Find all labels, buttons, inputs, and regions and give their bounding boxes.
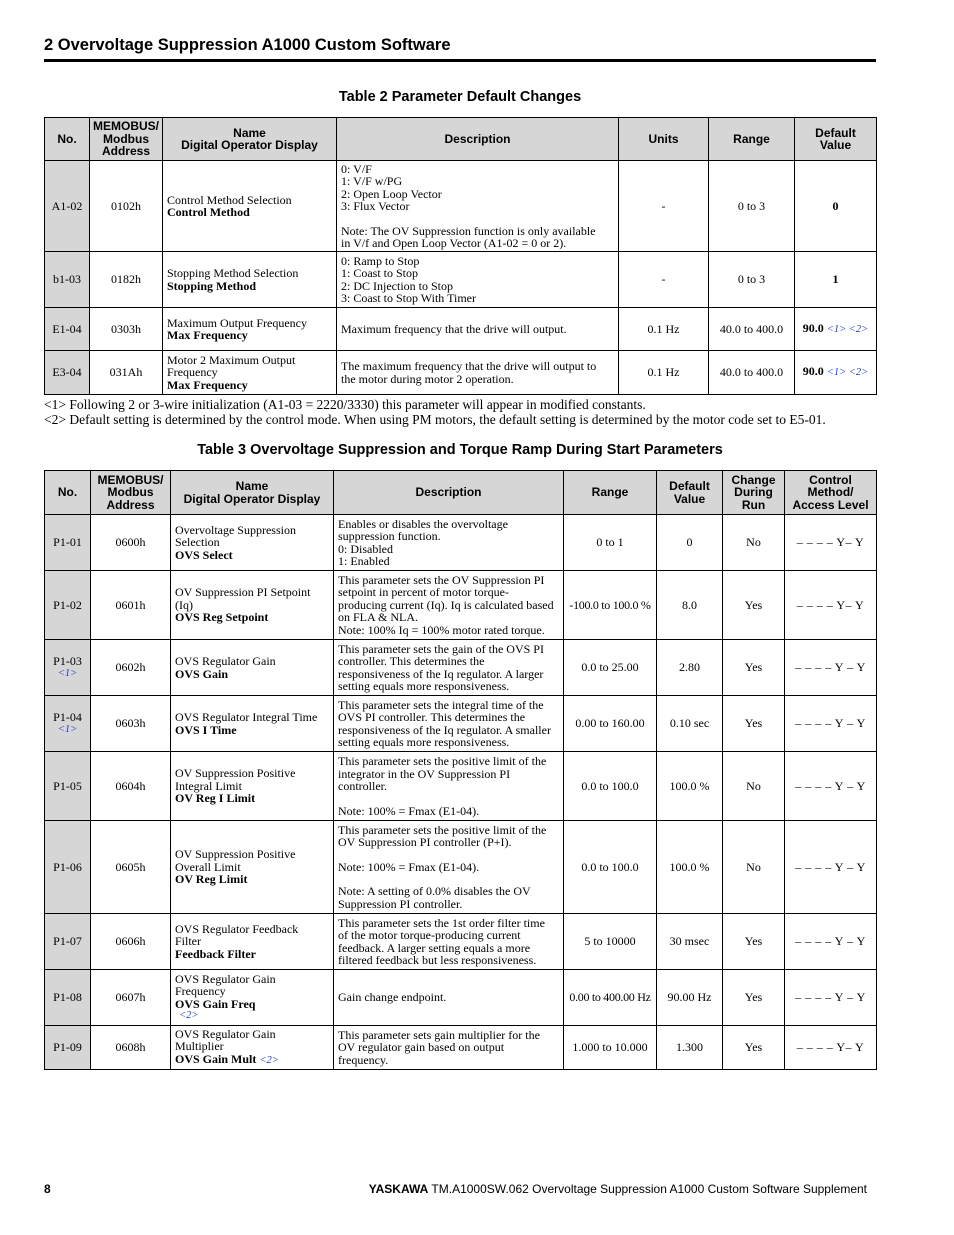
footnote-ref[interactable]: <2> bbox=[259, 1054, 279, 1066]
param-default: 90.0 <1> <2> bbox=[795, 308, 877, 351]
param-number: P1-06 bbox=[45, 821, 91, 914]
param-units: - bbox=[619, 161, 709, 252]
param-default: 0 bbox=[657, 515, 723, 571]
param-range: 1.000 to 10.000 bbox=[564, 1026, 657, 1070]
access-level: – – – – Y – Y bbox=[785, 696, 877, 752]
param-name: OVS Regulator Gain OVS Gain bbox=[171, 640, 334, 696]
param-default: 0 bbox=[795, 161, 877, 252]
access-level: – – – – Y – Y bbox=[785, 914, 877, 970]
param-range: -100.0 to 100.0 % bbox=[564, 571, 657, 640]
table2-caption: Table 2 Parameter Default Changes bbox=[338, 89, 582, 105]
param-description: This parameter sets the 1st order filter time of the motor torque-producing current feedback. A larger setting equals a more filtered feedback but less responsiveness. bbox=[334, 914, 564, 970]
param-number: P1-02 bbox=[45, 571, 91, 640]
param-description: Gain change endpoint. bbox=[334, 970, 564, 1026]
modbus-address: 0102h bbox=[90, 161, 163, 252]
modbus-address: 0607h bbox=[91, 970, 171, 1026]
param-number: E1-04 bbox=[45, 308, 90, 351]
table-row bbox=[45, 970, 877, 1026]
param-number: P1-01 bbox=[45, 515, 91, 571]
param-range: 0.0 to 100.0 bbox=[564, 752, 657, 821]
modbus-address: 0303h bbox=[90, 308, 163, 351]
footnote-ref[interactable]: <1> bbox=[57, 723, 78, 735]
table-row bbox=[45, 914, 877, 970]
param-default: 100.0 % bbox=[657, 752, 723, 821]
table-row bbox=[45, 696, 877, 752]
section-title: 2 Overvoltage Suppression A1000 Custom Software bbox=[44, 36, 451, 54]
modbus-address: 0603h bbox=[91, 696, 171, 752]
page-number: 8 bbox=[44, 1182, 51, 1196]
t2-header-units: Units bbox=[619, 118, 709, 161]
t3-header-default: Default Value bbox=[657, 471, 723, 515]
param-number: P1-09 bbox=[45, 1026, 91, 1070]
change-during-run: No bbox=[723, 515, 785, 571]
footnote-ref[interactable]: <1> <2> bbox=[826, 367, 869, 379]
param-default: 100.0 % bbox=[657, 821, 723, 914]
modbus-address: 0600h bbox=[91, 515, 171, 571]
t3-header-description: Description bbox=[334, 471, 564, 515]
table-row bbox=[45, 351, 877, 395]
table-row bbox=[45, 821, 877, 914]
param-description: This parameter sets the gain of the OVS PI controller. This determines the responsiveness of the Iq regulator. A larger setting equals more responsiveness. bbox=[334, 640, 564, 696]
footnote-ref[interactable]: <1> bbox=[57, 667, 78, 679]
access-level: – – – – Y – Y bbox=[785, 640, 877, 696]
change-during-run: Yes bbox=[723, 1026, 785, 1070]
change-during-run: No bbox=[723, 752, 785, 821]
table-row bbox=[45, 515, 877, 571]
param-units: - bbox=[619, 252, 709, 308]
table-row bbox=[45, 1026, 877, 1070]
param-description: Enables or disables the overvoltage suppression function. 0: Disabled 1: Enabled bbox=[334, 515, 564, 571]
t3-header-no: No. bbox=[45, 471, 91, 515]
change-during-run: Yes bbox=[723, 970, 785, 1026]
param-range: 40.0 to 400.0 bbox=[709, 308, 795, 351]
modbus-address: 0604h bbox=[91, 752, 171, 821]
param-default: 1.300 bbox=[657, 1026, 723, 1070]
access-level: – – – – Y– Y bbox=[785, 515, 877, 571]
param-name: OV Suppression Positive Overall Limit OV Reg Limit bbox=[171, 821, 334, 914]
table-row bbox=[45, 640, 877, 696]
change-during-run: No bbox=[723, 821, 785, 914]
access-level: – – – – Y– Y bbox=[785, 571, 877, 640]
param-description: This parameter sets the positive limit of the integrator in the OV Suppression PI controller. Note: 100% = Fmax (E1-04). bbox=[334, 752, 564, 821]
param-range: 5 to 10000 bbox=[564, 914, 657, 970]
param-units: 0.1 Hz bbox=[619, 308, 709, 351]
param-name: OVS Regulator Feedback Filter Feedback Filter bbox=[171, 914, 334, 970]
table2 bbox=[44, 117, 877, 395]
param-number: E3-04 bbox=[45, 351, 90, 395]
param-range: 0 to 1 bbox=[564, 515, 657, 571]
param-name: OV Suppression Positive Integral Limit OV Reg I Limit bbox=[171, 752, 334, 821]
param-number: A1-02 bbox=[45, 161, 90, 252]
brand-name: YASKAWA bbox=[368, 1182, 429, 1196]
param-default: 90.00 Hz bbox=[657, 970, 723, 1026]
param-description: This parameter sets gain multiplier for the OV regulator gain based on output frequency. bbox=[334, 1026, 564, 1070]
param-name: Stopping Method Selection Stopping Method bbox=[163, 252, 337, 308]
table3 bbox=[44, 470, 877, 1070]
param-number: b1-03 bbox=[45, 252, 90, 308]
section-rule bbox=[44, 59, 876, 62]
t3-header-change: Change During Run bbox=[723, 471, 785, 515]
t2-header-range: Range bbox=[709, 118, 795, 161]
param-description: This parameter sets the positive limit of the OV Suppression PI controller (P+I). Note: 100% = Fmax (E1-04). Note: A setting of 0.0% disables the OV Suppression PI controller. bbox=[334, 821, 564, 914]
t2-header-description: Description bbox=[337, 118, 619, 161]
param-name: OVS Regulator Integral Time OVS I Time bbox=[171, 696, 334, 752]
change-during-run: Yes bbox=[723, 914, 785, 970]
param-name: OVS Regulator Gain Frequency OVS Gain Freq <2> bbox=[171, 970, 334, 1026]
modbus-address: 031Ah bbox=[90, 351, 163, 395]
footnote-ref[interactable]: <2> bbox=[179, 1010, 199, 1021]
param-description: 0: Ramp to Stop 1: Coast to Stop 2: DC Injection to Stop 3: Coast to Stop With Timer bbox=[337, 252, 619, 308]
modbus-address: 0606h bbox=[91, 914, 171, 970]
param-name: Overvoltage Suppression Selection OVS Select bbox=[171, 515, 334, 571]
t3-header-control: Control Method/ Access Level bbox=[785, 471, 877, 515]
t3-header-range: Range bbox=[564, 471, 657, 515]
t3-header-memobus: MEMOBUS/ Modbus Address bbox=[91, 471, 171, 515]
footnote-1: <1> Following 2 or 3-wire initialization (A1-03 = 2220/3330) this parameter will appear in modified constants. bbox=[44, 397, 646, 412]
table-row bbox=[45, 571, 877, 640]
param-description: This parameter sets the integral time of the OVS PI controller. This determines the responsiveness of the Iq regulator. A smaller setting equals more responsiveness. bbox=[334, 696, 564, 752]
t2-header-no: No. bbox=[45, 118, 90, 161]
change-during-run: Yes bbox=[723, 571, 785, 640]
access-level: – – – – Y– Y bbox=[785, 1026, 877, 1070]
param-name: Maximum Output Frequency Max Frequency bbox=[163, 308, 337, 351]
param-name: OV Suppression PI Setpoint (Iq) OVS Reg Setpoint bbox=[171, 571, 334, 640]
t2-header-default: Default Value bbox=[795, 118, 877, 161]
table-row bbox=[45, 308, 877, 351]
access-level: – – – – Y – Y bbox=[785, 821, 877, 914]
table-row bbox=[45, 752, 877, 821]
table3-caption: Table 3 Overvoltage Suppression and Torque Ramp During Start Parameters bbox=[197, 442, 723, 458]
change-during-run: Yes bbox=[723, 640, 785, 696]
access-level: – – – – Y – Y bbox=[785, 970, 877, 1026]
change-during-run: Yes bbox=[723, 696, 785, 752]
param-default: 0.10 sec bbox=[657, 696, 723, 752]
modbus-address: 0182h bbox=[90, 252, 163, 308]
param-number: P1-05 bbox=[45, 752, 91, 821]
param-range: 0.00 to 400.00 Hz bbox=[564, 970, 657, 1026]
param-range: 0.00 to 160.00 bbox=[564, 696, 657, 752]
table-row bbox=[45, 161, 877, 252]
modbus-address: 0602h bbox=[91, 640, 171, 696]
param-description: This parameter sets the OV Suppression PI setpoint in percent of motor torque- producing current (Iq). Iq is calculated based on FLA & NLA. Note: 100% Iq = 100% motor rated torque. bbox=[334, 571, 564, 640]
access-level: – – – – Y – Y bbox=[785, 752, 877, 821]
param-description: 0: V/F 1: V/F w/PG 2: Open Loop Vector 3: Flux Vector Note: The OV Suppression function is only available in V/f and Open Loop Vector (A1-02 = 0 or 2). bbox=[337, 161, 619, 252]
param-range: 0.0 to 25.00 bbox=[564, 640, 657, 696]
footnote-ref[interactable]: <1> <2> bbox=[826, 323, 869, 335]
param-number: P1-04 <1> bbox=[45, 696, 91, 752]
param-default: 90.0 <1> <2> bbox=[795, 351, 877, 395]
t3-header-name: Name Digital Operator Display bbox=[171, 471, 334, 515]
param-default: 8.0 bbox=[657, 571, 723, 640]
param-description: Maximum frequency that the drive will output. bbox=[337, 308, 619, 351]
param-name: OVS Regulator Gain Multiplier OVS Gain Mult <2> bbox=[171, 1026, 334, 1070]
param-name: Motor 2 Maximum Output Frequency Max Frequency bbox=[163, 351, 337, 395]
t2-header-memobus: MEMOBUS/ Modbus Address bbox=[90, 118, 163, 161]
modbus-address: 0601h bbox=[91, 571, 171, 640]
param-description: The maximum frequency that the drive will output to the motor during motor 2 operation. bbox=[337, 351, 619, 395]
param-default: 2.80 bbox=[657, 640, 723, 696]
param-number: P1-08 bbox=[45, 970, 91, 1026]
param-default: 1 bbox=[795, 252, 877, 308]
modbus-address: 0605h bbox=[91, 821, 171, 914]
table-row bbox=[45, 252, 877, 308]
param-range: 0.0 to 100.0 bbox=[564, 821, 657, 914]
modbus-address: 0608h bbox=[91, 1026, 171, 1070]
param-range: 40.0 to 400.0 bbox=[709, 351, 795, 395]
param-units: 0.1 Hz bbox=[619, 351, 709, 395]
param-name: Control Method Selection Control Method bbox=[163, 161, 337, 252]
param-range: 0 to 3 bbox=[709, 252, 795, 308]
param-range: 0 to 3 bbox=[709, 161, 795, 252]
footer-text bbox=[369, 1182, 867, 1196]
param-number: P1-07 bbox=[45, 914, 91, 970]
t2-header-name: Name Digital Operator Display bbox=[163, 118, 337, 161]
document-title: TM.A1000SW.062 Overvoltage Suppression A1000 Custom Software Supplement bbox=[431, 1182, 867, 1196]
footnote-2: <2> Default setting is determined by the control mode. When using PM motors, the default setting is determined by the motor code set to E5-01. bbox=[44, 412, 826, 427]
param-number: P1-03 <1> bbox=[45, 640, 91, 696]
param-default: 30 msec bbox=[657, 914, 723, 970]
